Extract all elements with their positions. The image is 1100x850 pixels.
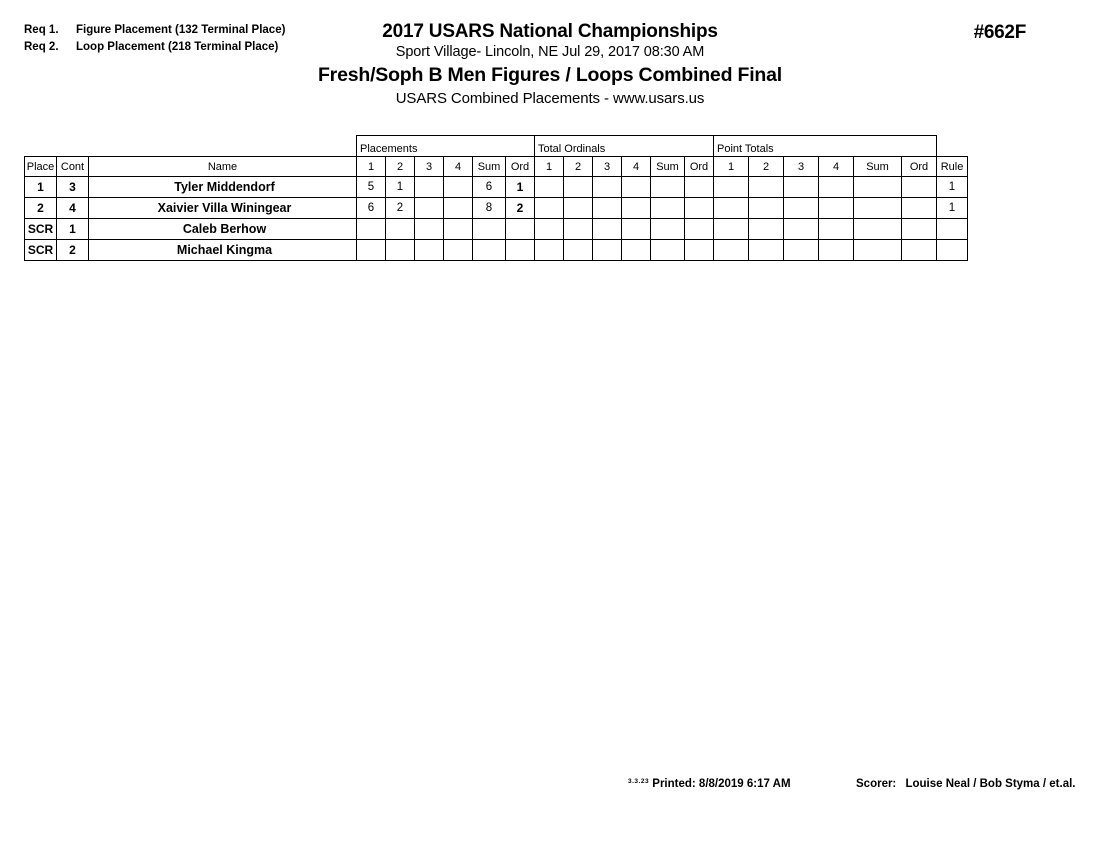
source-line: USARS Combined Placements - www.usars.us	[395, 90, 705, 107]
column-header-row	[25, 157, 968, 177]
column-header-points-ord: Ord	[902, 157, 937, 177]
column-header-ordinal-ord: Ord	[685, 157, 714, 177]
column-header-placement-4: 4	[444, 157, 473, 177]
group-label-total-ordinals: Total Ordinals	[535, 136, 714, 157]
cell-placement-2: 1	[386, 177, 415, 198]
cell-placement-2	[386, 240, 415, 261]
cell-place: 1	[25, 177, 57, 198]
cell-rule: 1	[937, 177, 968, 198]
cell-rule	[937, 219, 968, 240]
cell-placement-2: 2	[386, 198, 415, 219]
column-header-points-sum: Sum	[854, 157, 902, 177]
cell-cont: 4	[57, 198, 89, 219]
requirement-tag: Req 2.	[24, 41, 59, 53]
cell-placement-ord: 2	[506, 198, 535, 219]
cell-placement-4	[444, 240, 473, 261]
cell-name: Caleb Berhow	[89, 219, 357, 240]
page-header	[0, 0, 1100, 120]
column-header-ordinal-4: 4	[622, 157, 651, 177]
scorer-names: Louise Neal / Bob Styma / et.al.	[905, 778, 1076, 790]
printed-info	[628, 778, 791, 790]
cell-points-1	[714, 198, 749, 219]
table-row	[25, 219, 968, 240]
column-header-points-3: 3	[784, 157, 819, 177]
group-header-row	[25, 136, 968, 157]
group-label-point-totals: Point Totals	[714, 136, 937, 157]
column-header-points-2: 2	[749, 157, 784, 177]
cell-cont: 3	[57, 177, 89, 198]
cell-ordinal-2	[564, 177, 593, 198]
column-header-ordinal-1: 1	[535, 157, 564, 177]
cell-placement-4	[444, 177, 473, 198]
column-header-placement-sum: Sum	[473, 157, 506, 177]
cell-placement-ord	[506, 219, 535, 240]
column-header-place: Place	[25, 157, 57, 177]
cell-points-ord	[902, 219, 937, 240]
cell-rule	[937, 240, 968, 261]
group-spacer	[57, 136, 89, 157]
results-table	[24, 135, 968, 261]
cell-ordinal-2	[564, 198, 593, 219]
cell-points-2	[749, 177, 784, 198]
cell-ordinal-3	[593, 219, 622, 240]
cell-ordinal-1	[535, 198, 564, 219]
cell-name: Tyler Middendorf	[89, 177, 357, 198]
cell-ordinal-1	[535, 240, 564, 261]
column-header-placement-ord: Ord	[506, 157, 535, 177]
cell-placement-sum: 6	[473, 177, 506, 198]
requirement-text: Figure Placement (132 Terminal Place)	[76, 24, 286, 36]
cell-points-sum	[854, 240, 902, 261]
cell-rule: 1	[937, 198, 968, 219]
column-header-cont: Cont	[57, 157, 89, 177]
cell-points-1	[714, 177, 749, 198]
column-header-placement-1: 1	[357, 157, 386, 177]
cell-placement-sum	[473, 240, 506, 261]
cell-placement-2	[386, 219, 415, 240]
cell-placement-sum	[473, 219, 506, 240]
cell-points-3	[784, 198, 819, 219]
cell-points-3	[784, 240, 819, 261]
column-header-placement-3: 3	[415, 157, 444, 177]
column-header-points-1: 1	[714, 157, 749, 177]
cell-name: Michael Kingma	[89, 240, 357, 261]
competition-title: 2017 USARS National Championships	[382, 21, 718, 42]
cell-ordinal-3	[593, 177, 622, 198]
cell-place: SCR	[25, 240, 57, 261]
column-header-placement-2: 2	[386, 157, 415, 177]
cell-placement-1: 6	[357, 198, 386, 219]
cell-points-ord	[902, 198, 937, 219]
column-header-name: Name	[89, 157, 357, 177]
requirement-tag: Req 1.	[24, 24, 59, 36]
cell-ordinal-sum	[651, 177, 685, 198]
scorer-label: Scorer:	[856, 778, 897, 790]
cell-points-3	[784, 177, 819, 198]
cell-points-sum	[854, 198, 902, 219]
cell-cont: 2	[57, 240, 89, 261]
cell-placement-4	[444, 219, 473, 240]
cell-points-sum	[854, 177, 902, 198]
cell-ordinal-ord	[685, 219, 714, 240]
cell-ordinal-4	[622, 240, 651, 261]
cell-points-2	[749, 198, 784, 219]
event-title: Fresh/Soph B Men Figures / Loops Combined Final	[317, 64, 783, 86]
cell-placement-3	[415, 198, 444, 219]
cell-name: Xaivier Villa Winingear	[89, 198, 357, 219]
column-header-ordinal-3: 3	[593, 157, 622, 177]
cell-points-4	[819, 177, 854, 198]
cell-place: 2	[25, 198, 57, 219]
cell-placement-3	[415, 219, 444, 240]
cell-placement-3	[415, 240, 444, 261]
group-spacer	[25, 136, 57, 157]
cell-ordinal-3	[593, 198, 622, 219]
cell-place: SCR	[25, 219, 57, 240]
group-label-placements: Placements	[357, 136, 535, 157]
cell-ordinal-1	[535, 219, 564, 240]
cell-points-4	[819, 198, 854, 219]
competition-venue-date: Sport Village- Lincoln, NE Jul 29, 2017 08:30 AM	[395, 44, 705, 60]
cell-ordinal-4	[622, 198, 651, 219]
cell-points-sum	[854, 219, 902, 240]
cell-ordinal-ord	[685, 198, 714, 219]
column-header-ordinal-sum: Sum	[651, 157, 685, 177]
cell-points-3	[784, 219, 819, 240]
requirement-text: Loop Placement (218 Terminal Place)	[76, 41, 279, 53]
cell-ordinal-sum	[651, 240, 685, 261]
cell-ordinal-4	[622, 219, 651, 240]
table-row	[25, 198, 968, 219]
cell-points-ord	[902, 177, 937, 198]
cell-ordinal-4	[622, 177, 651, 198]
cell-ordinal-ord	[685, 177, 714, 198]
cell-ordinal-3	[593, 240, 622, 261]
cell-placement-1: 5	[357, 177, 386, 198]
title-block	[0, 20, 1100, 110]
cell-points-ord	[902, 240, 937, 261]
column-header-rule: Rule	[937, 157, 968, 177]
cell-placement-1	[357, 219, 386, 240]
column-header-ordinal-2: 2	[564, 157, 593, 177]
cell-placement-4	[444, 198, 473, 219]
cell-points-4	[819, 219, 854, 240]
printed-timestamp: Printed: 8/8/2019 6:17 AM	[652, 778, 791, 790]
column-header-points-4: 4	[819, 157, 854, 177]
cell-placement-ord	[506, 240, 535, 261]
cell-placement-sum: 8	[473, 198, 506, 219]
cell-ordinal-2	[564, 219, 593, 240]
scorer-info	[856, 778, 1075, 790]
cell-points-2	[749, 240, 784, 261]
cell-points-2	[749, 219, 784, 240]
cell-placement-ord: 1	[506, 177, 535, 198]
event-number: #662F	[973, 22, 1026, 43]
cell-cont: 1	[57, 219, 89, 240]
group-spacer	[89, 136, 357, 157]
version-label: 3.3.23	[628, 778, 650, 785]
cell-ordinal-1	[535, 177, 564, 198]
cell-placement-3	[415, 177, 444, 198]
group-spacer	[937, 136, 968, 157]
table-row	[25, 240, 968, 261]
table-row	[25, 177, 968, 198]
cell-ordinal-sum	[651, 219, 685, 240]
cell-points-1	[714, 240, 749, 261]
results-table-container	[24, 135, 968, 261]
cell-placement-1	[357, 240, 386, 261]
cell-ordinal-2	[564, 240, 593, 261]
cell-points-4	[819, 240, 854, 261]
cell-ordinal-ord	[685, 240, 714, 261]
cell-ordinal-sum	[651, 198, 685, 219]
cell-points-1	[714, 219, 749, 240]
